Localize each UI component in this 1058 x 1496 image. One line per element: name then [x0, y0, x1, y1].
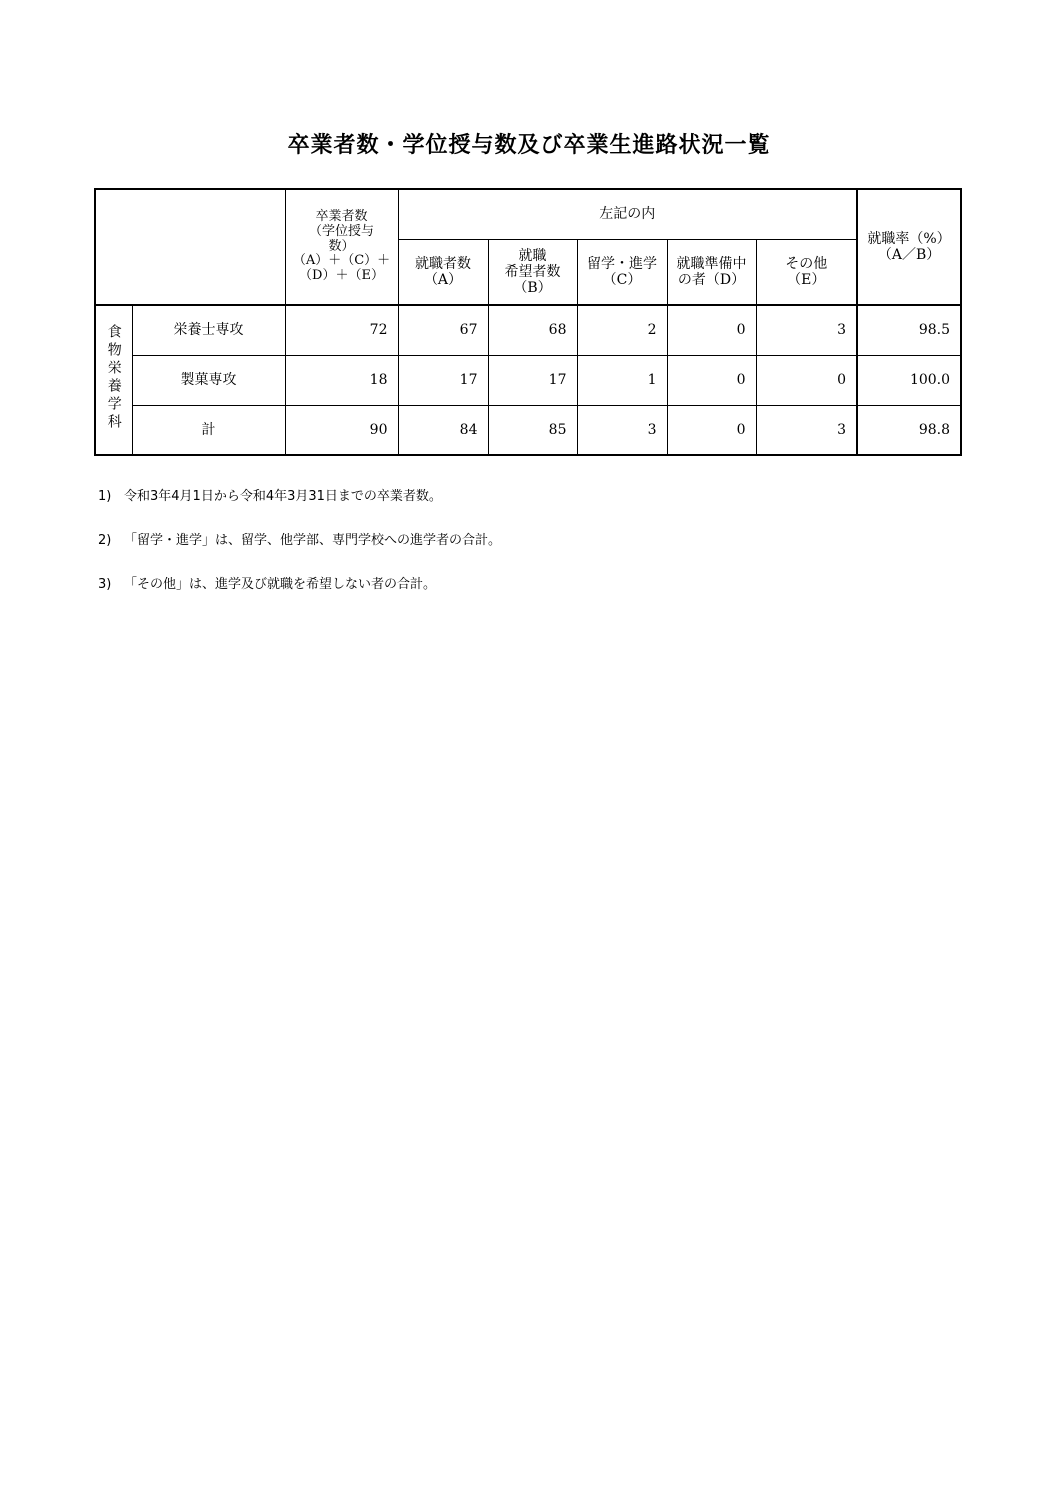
footnote: [98, 532, 501, 550]
footnote: [98, 576, 501, 594]
cell-employed: 84: [398, 405, 488, 455]
footnote-number: 2): [98, 533, 112, 549]
cell-preparing: 0: [667, 355, 756, 405]
row-label: 計: [132, 405, 285, 455]
footnote-text: 「その他」は、進学及び就職を希望しない者の合計。: [124, 577, 437, 593]
footnote-text: 令和3年4月1日から令和4年3月31日までの卒業者数。: [124, 489, 442, 504]
footnotes: [98, 488, 501, 621]
row-label: 製菓専攻: [132, 355, 285, 405]
header-job-seekers: 就職 希望者数 （B）: [488, 239, 577, 305]
corner-header-cell: [95, 189, 285, 305]
cell-other: 3: [756, 405, 857, 455]
cell-rate: 100.0: [857, 355, 961, 405]
header-other: その他 （E）: [756, 239, 857, 305]
header-graduates: 卒業者数 （学位授与 数） （A）＋（C）＋ （D）＋（E）: [285, 189, 398, 305]
cell-employed: 67: [398, 305, 488, 355]
cell-rate: 98.5: [857, 305, 961, 355]
cell-preparing: 0: [667, 405, 756, 455]
footnote-text: 「留学・進学」は、留学、他学部、専門学校への進学者の合計。: [124, 533, 502, 549]
row-label: 栄養士専攻: [132, 305, 285, 355]
page-title: 卒業者数・学位授与数及び卒業生進路状況一覧: [287, 133, 771, 158]
department-label: 食物栄養学科: [105, 323, 122, 432]
footnote-number: 1): [98, 489, 112, 504]
cell-job-seekers: 68: [488, 305, 577, 355]
cell-other: 3: [756, 305, 857, 355]
cell-preparing: 0: [667, 305, 756, 355]
header-preparing: 就職準備中 の者（D）: [667, 239, 756, 305]
cell-study-abroad: 2: [577, 305, 667, 355]
header-study-abroad: 留学・進学 （C）: [577, 239, 667, 305]
footnote: [98, 488, 501, 506]
table-row: [95, 355, 961, 405]
cell-graduates: 18: [285, 355, 398, 405]
cell-rate: 98.8: [857, 405, 961, 455]
cell-employed: 17: [398, 355, 488, 405]
cell-study-abroad: 1: [577, 355, 667, 405]
cell-job-seekers: 17: [488, 355, 577, 405]
header-of-which: 左記の内: [398, 189, 857, 239]
cell-study-abroad: 3: [577, 405, 667, 455]
graduation-table: [94, 188, 962, 456]
table-row: [95, 305, 961, 355]
header-employed: 就職者数 （A）: [398, 239, 488, 305]
cell-graduates: 90: [285, 405, 398, 455]
department-cell: [95, 305, 132, 455]
footnote-number: 3): [98, 577, 112, 593]
cell-graduates: 72: [285, 305, 398, 355]
header-employment-rate: 就職率（%） （A／B）: [857, 189, 961, 305]
table-row-total: [95, 405, 961, 455]
cell-other: 0: [756, 355, 857, 405]
cell-job-seekers: 85: [488, 405, 577, 455]
